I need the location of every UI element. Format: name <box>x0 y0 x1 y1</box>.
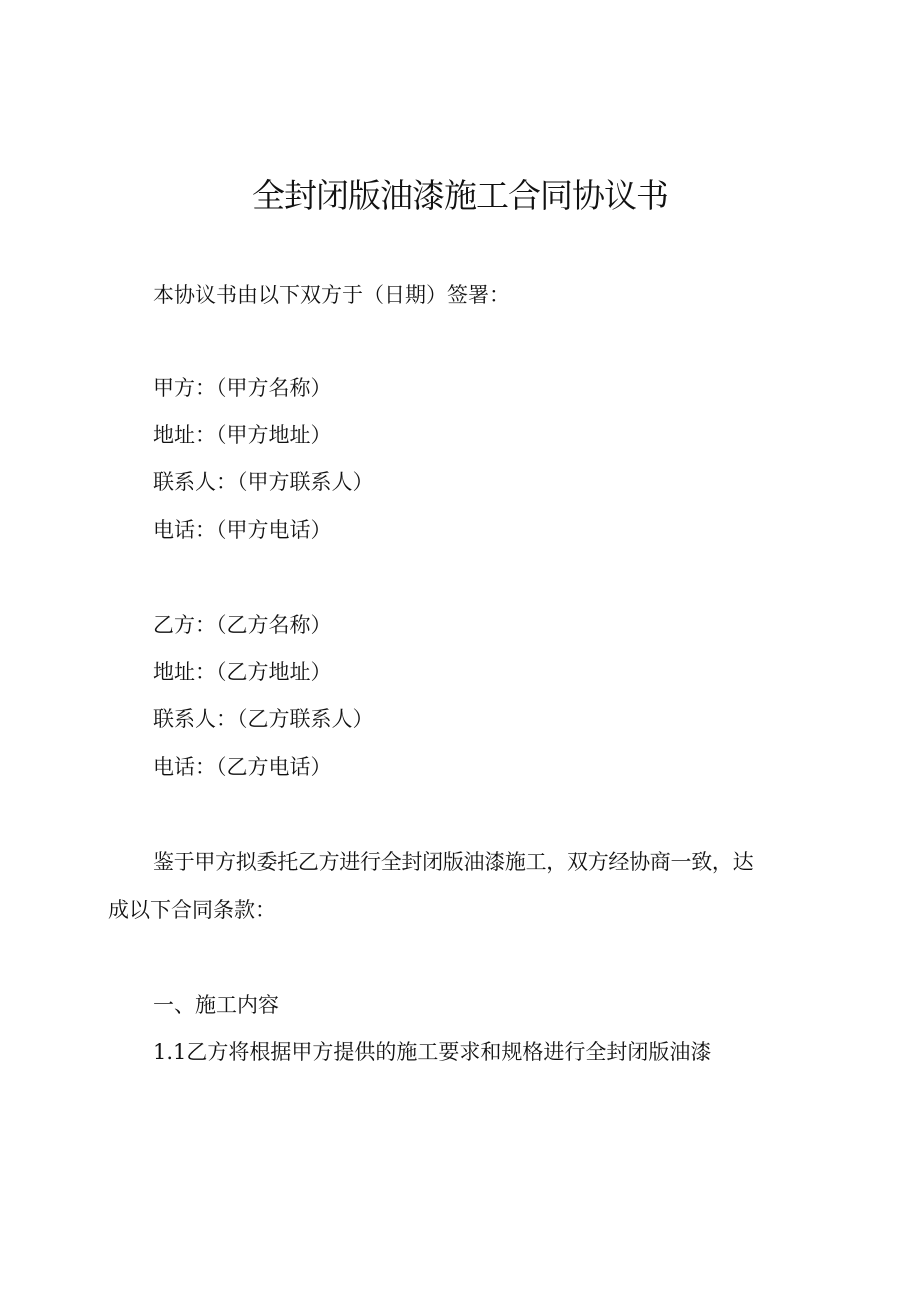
clause-1-1: 1.1乙方将根据甲方提供的施工要求和规格进行全封闭版油漆 <box>153 1040 712 1064</box>
party-b-address: 地址：（乙方地址） <box>153 660 332 684</box>
party-a-name: 甲方：（甲方名称） <box>153 376 332 400</box>
party-b-name: 乙方：（乙方名称） <box>153 613 332 637</box>
preamble-line-2: 成以下合同条款： <box>108 898 276 922</box>
party-a-address: 地址：（甲方地址） <box>153 423 332 447</box>
party-a-contact: 联系人：（甲方联系人） <box>153 470 374 494</box>
party-a-phone: 电话：（甲方电话） <box>153 518 332 542</box>
intro-paragraph: 本协议书由以下双方于（日期）签署： <box>153 283 510 307</box>
party-b-contact: 联系人：（乙方联系人） <box>153 707 374 731</box>
preamble-line-1: 鉴于甲方拟委托乙方进行全封闭版油漆施工，双方经协商一致，达 <box>153 850 754 874</box>
section-1-heading: 一、施工内容 <box>153 993 279 1017</box>
document-title: 全封闭版油漆施工合同协议书 <box>252 176 668 215</box>
party-b-phone: 电话：（乙方电话） <box>153 755 332 779</box>
